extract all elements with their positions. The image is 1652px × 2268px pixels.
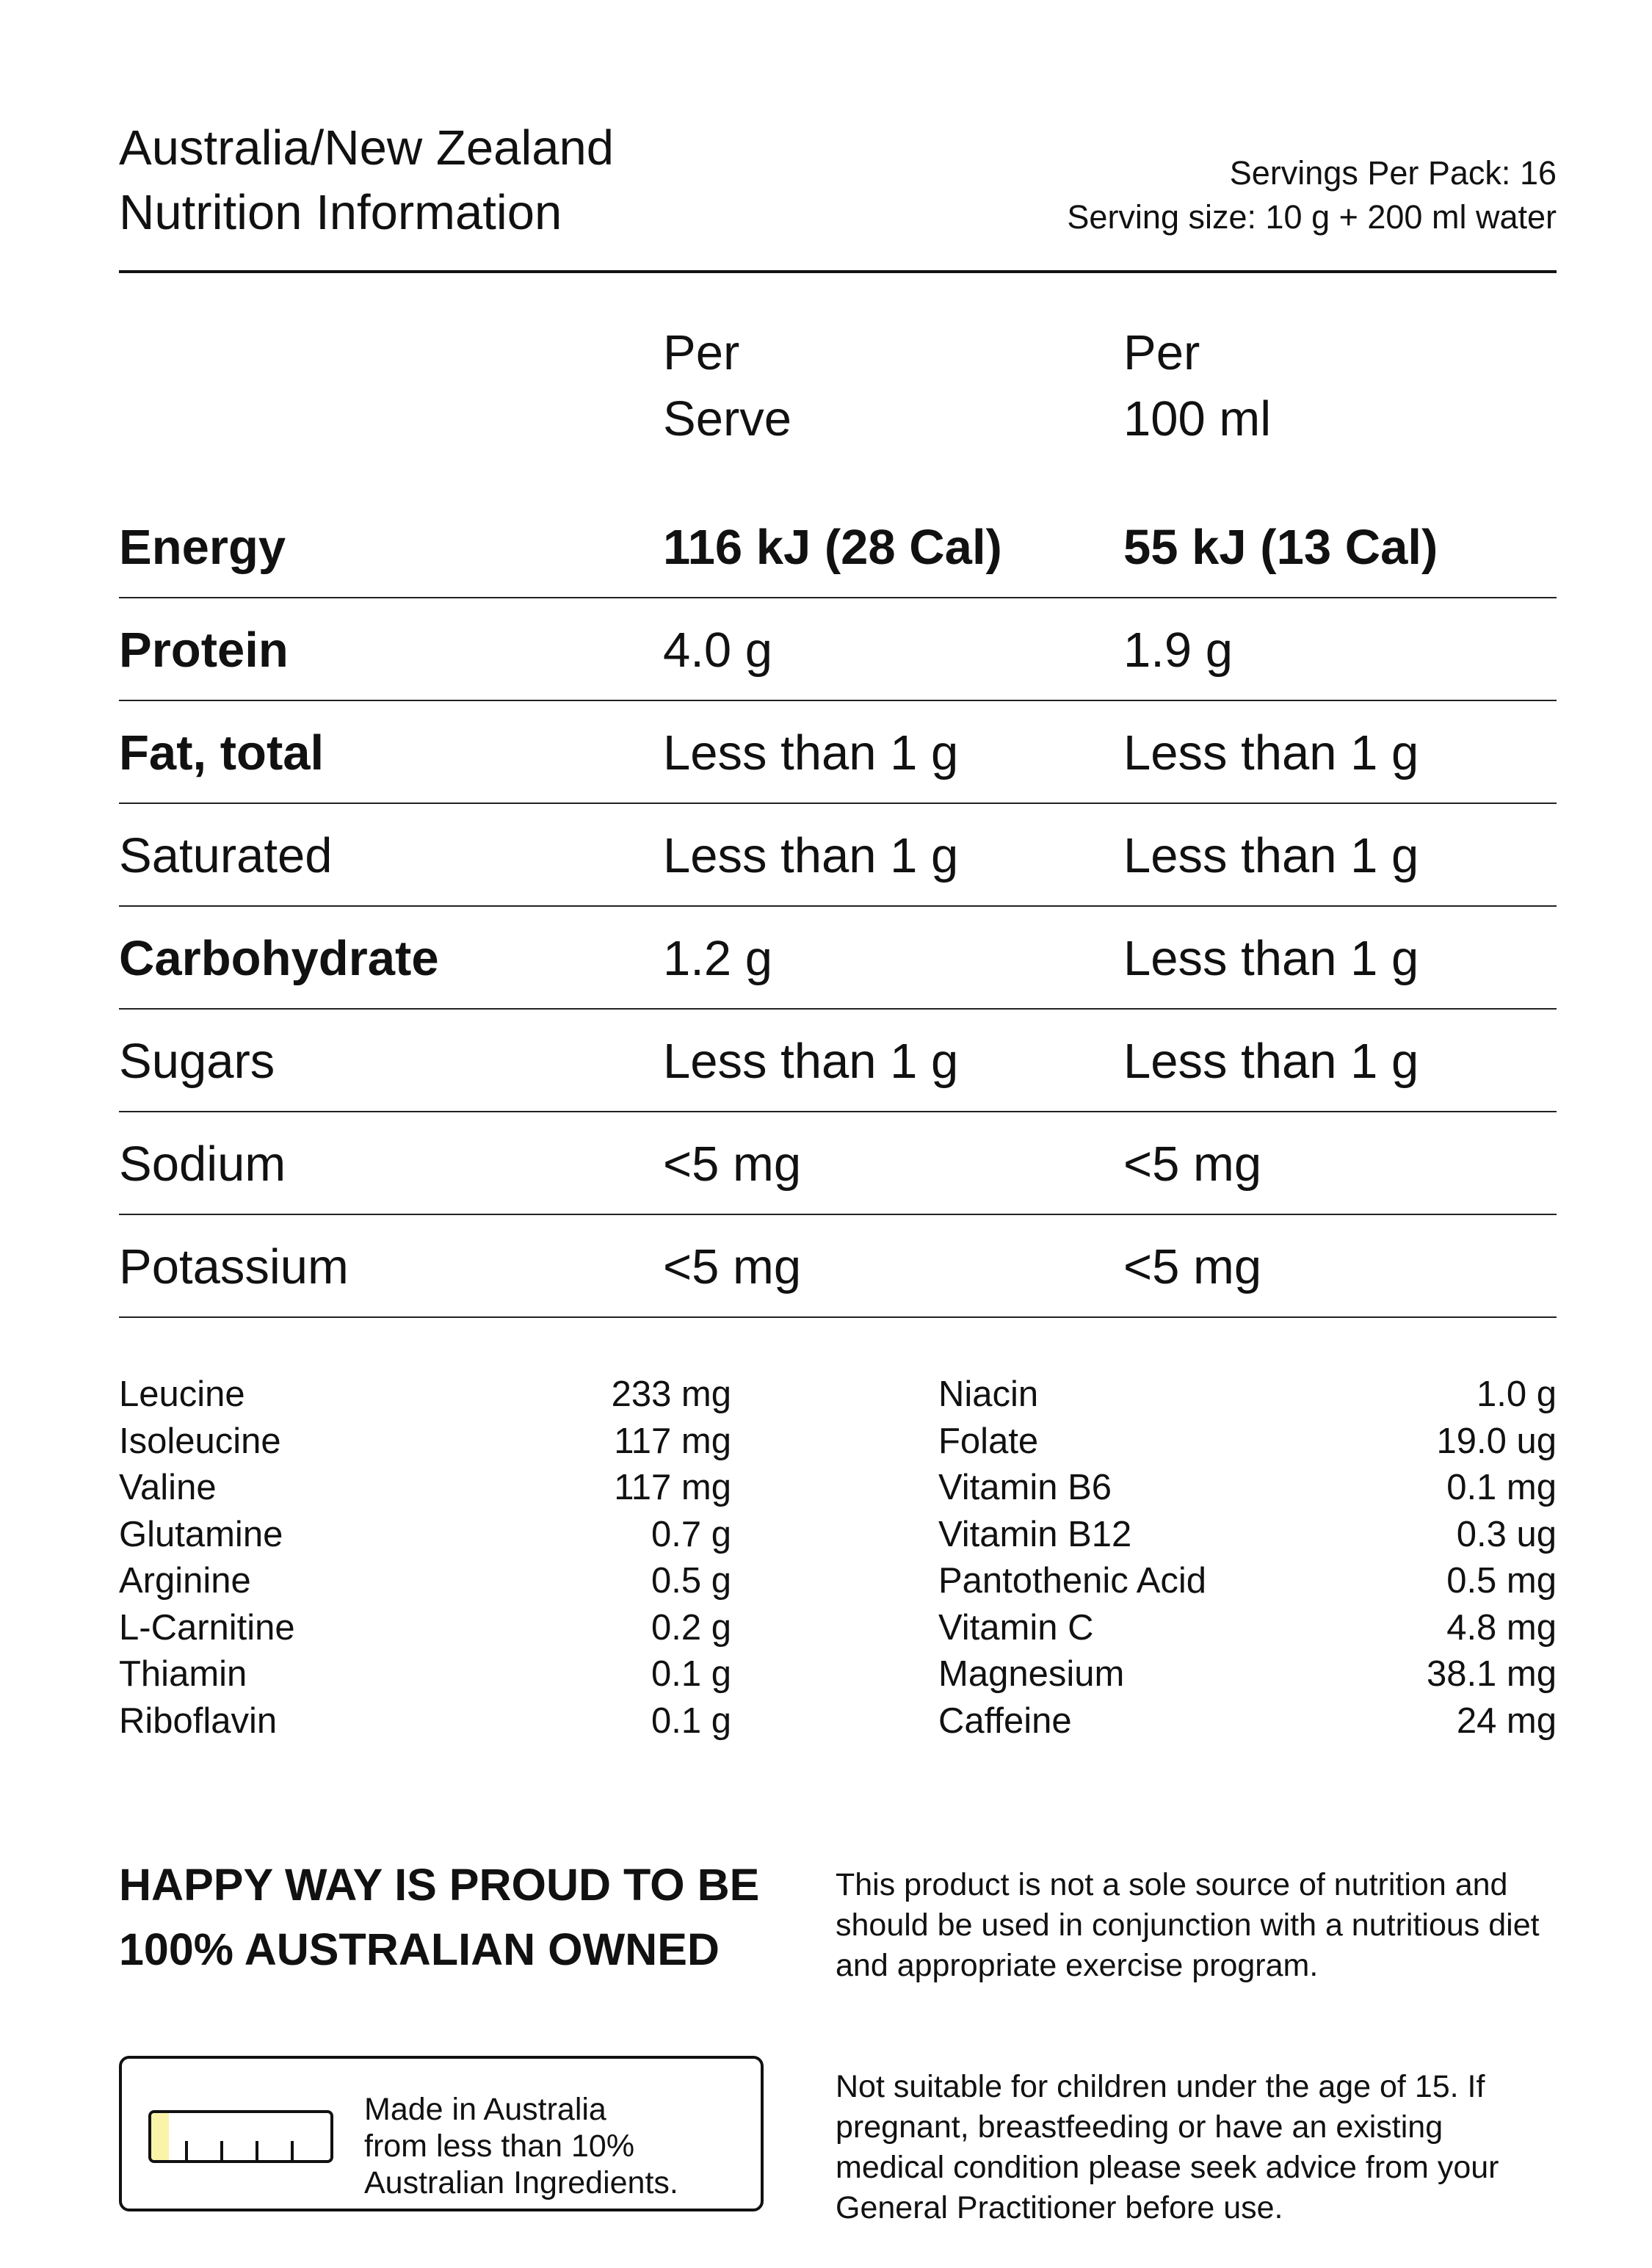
- list-item: [119, 1698, 731, 1745]
- badge-line3: Australian Ingredients.: [364, 2165, 678, 2200]
- meter-tick: [185, 2141, 188, 2160]
- row-protein-label: Protein: [119, 623, 289, 678]
- list-item: [938, 1512, 1557, 1559]
- row-divider: [119, 1316, 1557, 1318]
- row-potassium-per-serve: <5 mg: [663, 1239, 802, 1294]
- nutrient-name: Vitamin B6: [938, 1468, 1112, 1507]
- serving-size: Serving size: 10 g + 200 ml water: [1067, 198, 1557, 236]
- column-header-per-serve-line2: Serve: [663, 391, 792, 446]
- page-title: [119, 116, 614, 245]
- list-item: [119, 1651, 731, 1698]
- nutrient-name: Pantothenic Acid: [938, 1561, 1207, 1601]
- row-sodium-per-100ml: <5 mg: [1123, 1137, 1262, 1192]
- nutrient-name: Arginine: [119, 1561, 251, 1601]
- row-divider: [119, 803, 1557, 804]
- row-energy-per-serve: 116 kJ (28 Cal): [663, 520, 1002, 575]
- micronutrients-right-list: [938, 1372, 1557, 1745]
- row-divider: [119, 597, 1557, 598]
- nutrient-name: Caffeine: [938, 1700, 1072, 1741]
- list-item: [119, 1558, 731, 1605]
- list-item: [938, 1419, 1557, 1465]
- title-line-1: Australia/New Zealand: [119, 120, 615, 175]
- row-divider: [119, 905, 1557, 907]
- meter-tick: [220, 2141, 223, 2160]
- row-energy-per-100ml: 55 kJ (13 Cal): [1123, 520, 1438, 575]
- row-sodium-label: Sodium: [119, 1137, 286, 1192]
- nutrient-name: Folate: [938, 1421, 1039, 1461]
- nutrient-value: 0.7 g: [651, 1514, 731, 1554]
- nutrient-value: 117 mg: [614, 1421, 731, 1461]
- nutrient-value: 38.1 mg: [1426, 1654, 1557, 1694]
- nutrient-value: 0.1 g: [651, 1700, 731, 1741]
- row-protein-per-serve: 4.0 g: [663, 623, 773, 678]
- row-carbohydrate-per-100ml: Less than 1 g: [1123, 931, 1419, 986]
- list-item: [938, 1698, 1557, 1745]
- list-item: [938, 1651, 1557, 1698]
- australian-owned-line2: 100% AUSTRALIAN OWNED: [119, 1924, 720, 1974]
- row-saturated-per-serve: Less than 1 g: [663, 828, 959, 883]
- row-fat-total-per-serve: Less than 1 g: [663, 725, 959, 780]
- row-potassium-label: Potassium: [119, 1239, 349, 1294]
- nutrient-value: 0.3 ug: [1456, 1514, 1557, 1554]
- row-saturated-per-100ml: Less than 1 g: [1123, 828, 1419, 883]
- list-item: [119, 1512, 731, 1559]
- column-header-per-100ml-line2: 100 ml: [1123, 391, 1272, 446]
- australian-ingredients-meter: [148, 2110, 333, 2163]
- nutrient-name: Isoleucine: [119, 1421, 281, 1461]
- row-divider: [119, 1111, 1557, 1112]
- row-saturated-label: Saturated: [119, 828, 333, 883]
- nutrient-name: Leucine: [119, 1374, 245, 1414]
- row-divider: [119, 1008, 1557, 1010]
- made-in-australia-text: [364, 2091, 678, 2201]
- nutrient-name: Vitamin B12: [938, 1514, 1132, 1554]
- list-item: [938, 1558, 1557, 1605]
- micronutrients-left-list: [119, 1372, 731, 1745]
- nutrition-disclaimer: This product is not a sole source of nutrition and should be used in conjunction with a nutritious diet and appropriate exercise program.: [836, 1867, 1540, 1983]
- nutrient-name: Glutamine: [119, 1514, 283, 1554]
- title-line-2: Nutrition Information: [119, 185, 562, 240]
- nutrient-name: Magnesium: [938, 1654, 1125, 1694]
- nutrient-value: 1.0 g: [1477, 1374, 1557, 1414]
- row-carbohydrate-per-serve: 1.2 g: [663, 931, 773, 986]
- nutrient-value: 0.1 g: [651, 1654, 731, 1694]
- nutrient-name: Thiamin: [119, 1654, 247, 1694]
- list-item: [119, 1605, 731, 1652]
- list-item: [119, 1372, 731, 1419]
- nutrient-value: 24 mg: [1456, 1700, 1557, 1741]
- nutrient-name: Vitamin C: [938, 1607, 1094, 1648]
- meter-tick: [256, 2141, 258, 2160]
- nutrient-name: Niacin: [938, 1374, 1039, 1414]
- list-item: [938, 1465, 1557, 1512]
- row-sugars-per-serve: Less than 1 g: [663, 1034, 959, 1089]
- row-energy-label: Energy: [119, 520, 286, 575]
- nutrient-value: 0.2 g: [651, 1607, 731, 1648]
- australian-ingredients-meter-fill: [151, 2113, 169, 2160]
- suitability-warning: Not suitable for children under the age of 15. If pregnant, breastfeeding or have an existing medical condition please seek advice from your General Practitioner before use.: [836, 2069, 1499, 2225]
- row-carbohydrate-label: Carbohydrate: [119, 931, 439, 986]
- row-divider: [119, 1214, 1557, 1215]
- nutrient-name: Riboflavin: [119, 1700, 278, 1741]
- column-header-per-100ml-line1: Per: [1123, 325, 1200, 380]
- list-item: [938, 1605, 1557, 1652]
- list-item: [938, 1372, 1557, 1419]
- column-header-per-serve: [663, 320, 791, 452]
- list-item: [119, 1419, 731, 1465]
- badge-line1: Made in Australia: [364, 2092, 606, 2127]
- header-rule: [119, 270, 1557, 273]
- servings-per-pack: Servings Per Pack: 16: [1229, 154, 1557, 192]
- nutrient-value: 0.1 mg: [1446, 1468, 1557, 1507]
- nutrient-name: Valine: [119, 1468, 217, 1507]
- row-sugars-per-100ml: Less than 1 g: [1123, 1034, 1419, 1089]
- column-header-per-serve-line1: Per: [663, 325, 740, 380]
- row-fat-total-label: Fat, total: [119, 725, 325, 780]
- nutrient-value: 19.0 ug: [1436, 1421, 1557, 1461]
- nutrient-value: 117 mg: [614, 1468, 731, 1507]
- row-protein-per-100ml: 1.9 g: [1123, 623, 1233, 678]
- nutrient-value: 0.5 g: [651, 1561, 731, 1601]
- nutrient-value: 0.5 mg: [1446, 1561, 1557, 1601]
- badge-line2: from less than 10%: [364, 2128, 635, 2164]
- column-header-per-100ml: [1123, 320, 1271, 452]
- meter-tick: [291, 2141, 294, 2160]
- nutrient-value: 233 mg: [611, 1374, 731, 1414]
- row-fat-total-per-100ml: Less than 1 g: [1123, 725, 1419, 780]
- made-in-australia-badge: [119, 2056, 764, 2211]
- list-item: [119, 1465, 731, 1512]
- australian-owned-statement: [119, 1852, 759, 1982]
- row-sodium-per-serve: <5 mg: [663, 1137, 802, 1192]
- australian-owned-line1: HAPPY WAY IS PROUD TO BE: [119, 1860, 760, 1910]
- nutrient-value: 4.8 mg: [1446, 1607, 1557, 1648]
- nutrient-name: L-Carnitine: [119, 1607, 295, 1648]
- serving-info: [1067, 151, 1557, 239]
- row-sugars-label: Sugars: [119, 1034, 275, 1089]
- row-divider: [119, 700, 1557, 701]
- row-potassium-per-100ml: <5 mg: [1123, 1239, 1262, 1294]
